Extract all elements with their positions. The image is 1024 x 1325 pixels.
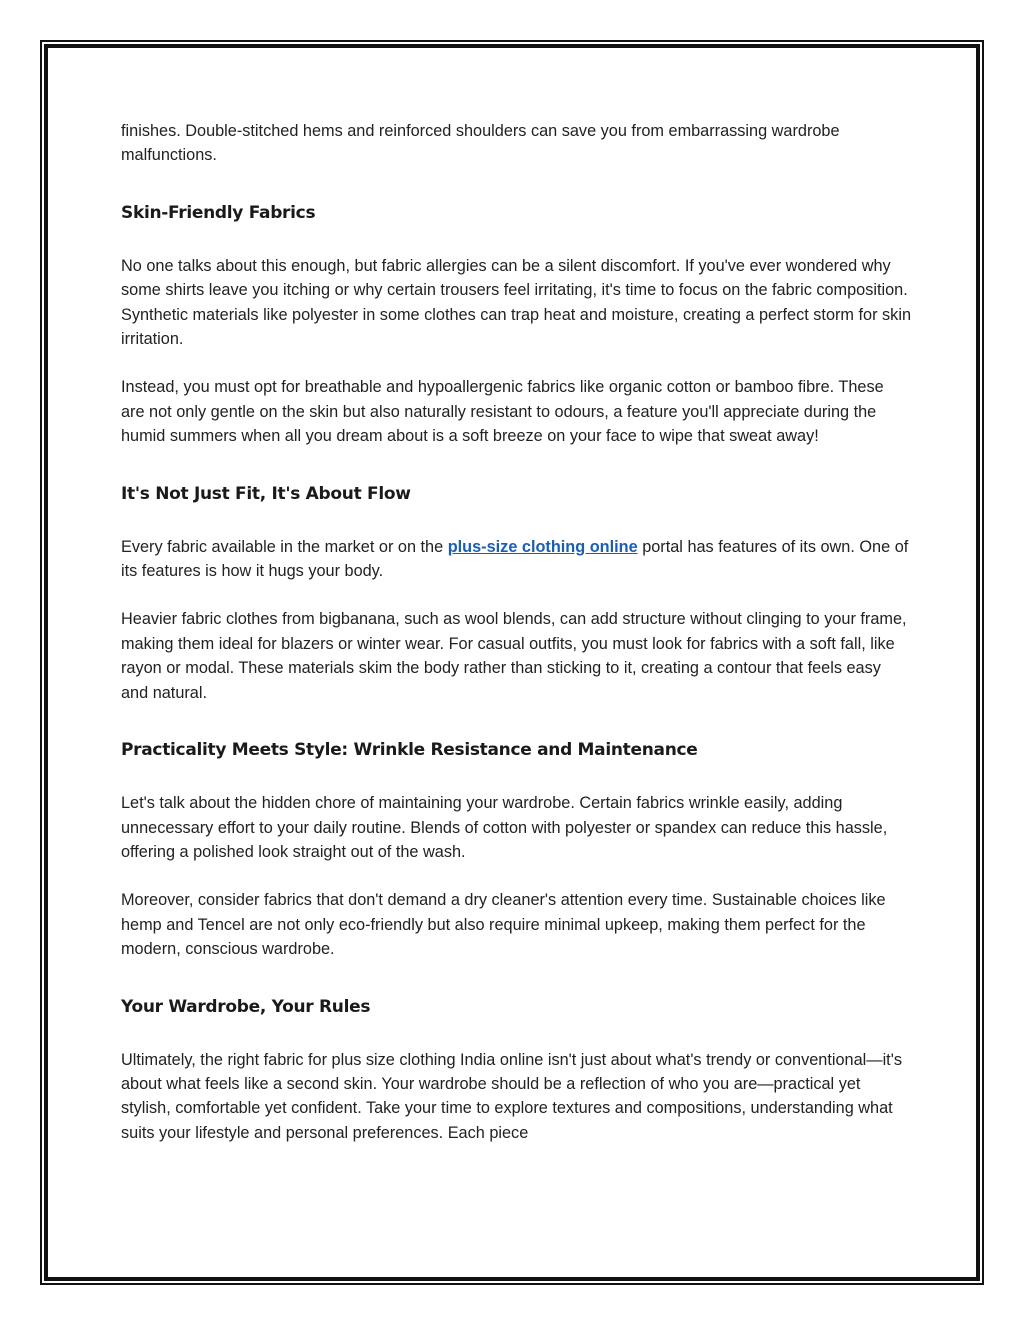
paragraph-fabric-allergies: No one talks about this enough, but fabric allergies can be a silent discomfort. If you've ever wondered why some shirts leave you itching or why certain trousers feel irritating, it's time to focus on the fabric composition. Synthetic materials like polyester in some clothes can trap heat and moisture, creating a perfect storm for skin irritation. xyxy=(121,256,911,349)
heading-practicality-meets-style: Practicality Meets Style: Wrinkle Resistance and Maintenance xyxy=(121,740,698,761)
heading-skin-friendly-fabrics: Skin-Friendly Fabrics xyxy=(121,202,316,223)
paragraph-intro-continuation: finishes. Double-stitched hems and reinforced shoulders can save you from embarrassing wardrobe malfunctions. xyxy=(121,122,840,165)
plus-size-clothing-link[interactable]: plus-size clothing online xyxy=(447,537,638,556)
paragraph-low-maintenance: Moreover, consider fabrics that don't demand a dry cleaner's attention every time. Sustainable choices like hemp and Tencel are not only eco-friendly but also require minimal upkeep, making them perfect for the modern, conscious wardrobe. xyxy=(121,891,886,959)
document-body xyxy=(121,119,911,1145)
paragraph-wrinkle-resistance: Let's talk about the hidden chore of maintaining your wardrobe. Certain fabrics wrinkle easily, adding unnecessary effort to your daily routine. Blends of cotton with polyester or spandex can reduce this hassle, offering a polished look straight out of the wash. xyxy=(121,794,888,861)
heading-your-wardrobe-your-rules: Your Wardrobe, Your Rules xyxy=(121,996,371,1017)
paragraph-text-after-link: portal has features of its own. One of its features is how it hugs your body. xyxy=(121,537,909,581)
paragraph-conclusion: Ultimately, the right fabric for plus size clothing India online isn't just about what's trendy or conventional—it's about what feels like a second skin. Your wardrobe should be a reflection of who you are—practical yet stylish, comfortable yet confident. Take your time to explore textures and compositions, understanding what suits your lifestyle and personal preferences. Each piece xyxy=(121,1050,902,1142)
paragraph-heavier-fabrics: Heavier fabric clothes from bigbanana, such as wool blends, can add structure without clinging to your frame, making them ideal for blazers or winter wear. For casual outfits, you must look for fabrics with a soft fall, like rayon or modal. These materials skim the body rather than sticking to it, creating a contour that feels easy and natural. xyxy=(121,610,907,702)
paragraph-breathable-fabrics: Instead, you must opt for breathable and hypoallergenic fabrics like organic cotton or bamboo fibre. These are not only gentle on the skin but also naturally resistant to odours, a feature you'll appreciate during the humid summers when all you dream about is a soft breeze on your face to wipe that sweat away! xyxy=(121,378,884,446)
paragraph-text-before-link: Every fabric available in the market or on the xyxy=(121,537,448,556)
paragraph-fabric-features xyxy=(121,535,911,584)
heading-fit-and-flow: It's Not Just Fit, It's About Flow xyxy=(121,483,411,504)
